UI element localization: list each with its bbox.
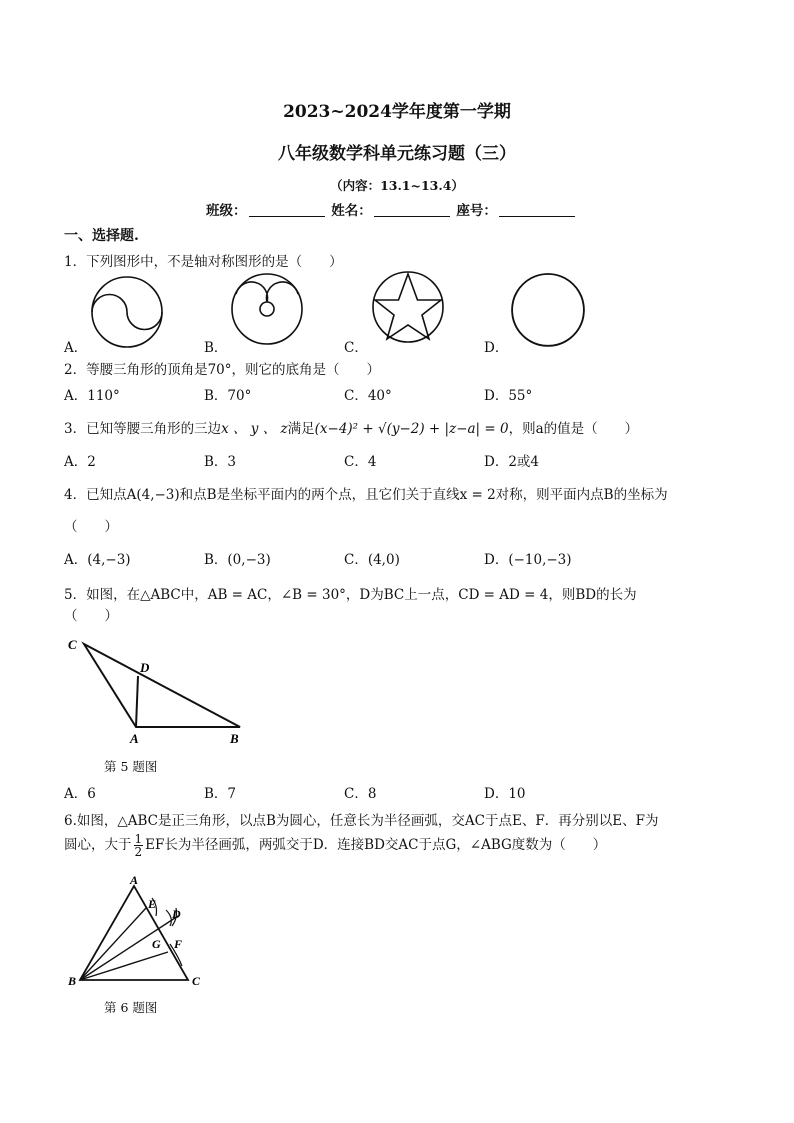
question-3-text (64, 417, 638, 437)
q5-label-d: D (140, 660, 150, 675)
q6-fraction (134, 833, 144, 858)
student-info-row (206, 199, 577, 219)
q6-label-g: G (152, 937, 161, 951)
q6-label-e: E (148, 897, 157, 911)
q5-option-c[interactable]: C．8 (344, 786, 377, 802)
question-6-line-1: 6.如图，△ABC是正三角形，以点B为圆心，任意长为半径画弧，交AC于点E、F．再分别以E、F为 (64, 813, 659, 829)
class-label: 班级： (206, 203, 247, 219)
q5-figure-triangle (60, 630, 260, 750)
q6-fraction-numerator: 1 (134, 832, 143, 846)
q6-line2-post: EF长为半径画弧，两弧交于D．连接BD交AC于点G，∠ABG度数为（ ） (145, 837, 607, 853)
q2-option-a[interactable]: A．110° (64, 388, 120, 404)
q6-label-d: D (172, 907, 181, 921)
q4-option-b[interactable]: B．(0,−3) (204, 552, 271, 568)
q4-option-c[interactable]: C．(4,0) (344, 552, 400, 568)
q5-label-b: B (230, 731, 239, 746)
question-2-text: 2．等腰三角形的顶角是70°，则它的底角是（ ） (64, 362, 381, 378)
q5-label-a: A (130, 731, 139, 746)
q3-option-b[interactable]: B．3 (204, 454, 237, 470)
question-4-text: 4．已知点A(4,−3)和点B是坐标平面内的两个点，且它们关于直线x = 2对称，则平面内点B的坐标为 (64, 487, 668, 503)
q6-fraction-denominator: 2 (134, 845, 143, 859)
seat-label: 座号： (456, 203, 497, 219)
question-5-text: 5．如图，在△ABC中，AB = AC，∠B = 30°，D为BC上一点，CD = AD = 4，则BD的长为 (64, 587, 637, 603)
q5-option-a[interactable]: A．6 (64, 786, 96, 802)
exam-title: 八年级数学科单元练习题（三） (278, 144, 516, 164)
q3-text-pre: 3．已知等腰三角形的三边 (64, 421, 222, 437)
q6-label-a: A (130, 873, 139, 887)
question-1-text: 1．下列图形中，不是轴对称图形的是（ ） (64, 254, 343, 270)
q5-option-d[interactable]: D．10 (484, 786, 526, 802)
content-range: （内容：13.1~13.4） (330, 178, 464, 193)
q6-label-c: C (192, 974, 201, 988)
q3-formula: (x−4)² + √(y−2) + |z−a| = 0 (314, 421, 509, 437)
q6-line2-pre: 圆心，大于 (64, 837, 132, 853)
q3-text-post: ，则a的值是（ ） (508, 421, 639, 437)
seat-field[interactable] (499, 204, 575, 217)
q1-option-b[interactable]: B． (204, 340, 228, 356)
q1-option-d[interactable]: D． (484, 340, 509, 356)
q3-option-c[interactable]: C．4 (344, 454, 377, 470)
question-6-line-2 (64, 830, 606, 860)
q3-vars: x 、 y 、 z (221, 421, 288, 437)
q2-option-b[interactable]: B．70° (204, 388, 252, 404)
name-field[interactable] (374, 204, 450, 217)
q4-option-d[interactable]: D．(−10,−3) (484, 552, 572, 568)
q4-option-a[interactable]: A．(4,−3) (64, 552, 131, 568)
q1-figure-d-trefoil (510, 272, 588, 350)
q6-figure-caption: 第 6 题图 (104, 1000, 158, 1015)
class-field[interactable] (249, 204, 325, 217)
q3-option-a[interactable]: A．2 (64, 454, 96, 470)
q2-option-d[interactable]: D．55° (484, 388, 533, 404)
q2-option-c[interactable]: C．40° (344, 388, 392, 404)
question-4-paren: （ ） (64, 519, 118, 535)
question-5-paren: （ ） (64, 608, 118, 624)
q6-figure-triangle (66, 872, 216, 992)
q1-figure-c-star (371, 270, 447, 346)
q1-option-c[interactable]: C． (344, 340, 368, 356)
q1-figure-a-yin-yang (90, 275, 166, 351)
q3-text-mid: 满足 (287, 421, 315, 437)
q5-option-b[interactable]: B．7 (204, 786, 237, 802)
q5-figure-caption: 第 5 题图 (104, 759, 158, 774)
section-heading: 一、选择题. (64, 228, 139, 244)
q6-label-b: B (68, 974, 77, 988)
q6-label-f: F (174, 937, 183, 951)
name-label: 姓名： (331, 203, 372, 219)
exam-year-title: 2023~2024学年度第一学期 (283, 102, 511, 122)
q5-label-c: C (68, 637, 77, 652)
q3-option-d[interactable]: D．2或4 (484, 454, 540, 470)
q1-figure-b-circle-arcs (230, 272, 306, 348)
q1-option-a[interactable]: A． (64, 340, 88, 356)
